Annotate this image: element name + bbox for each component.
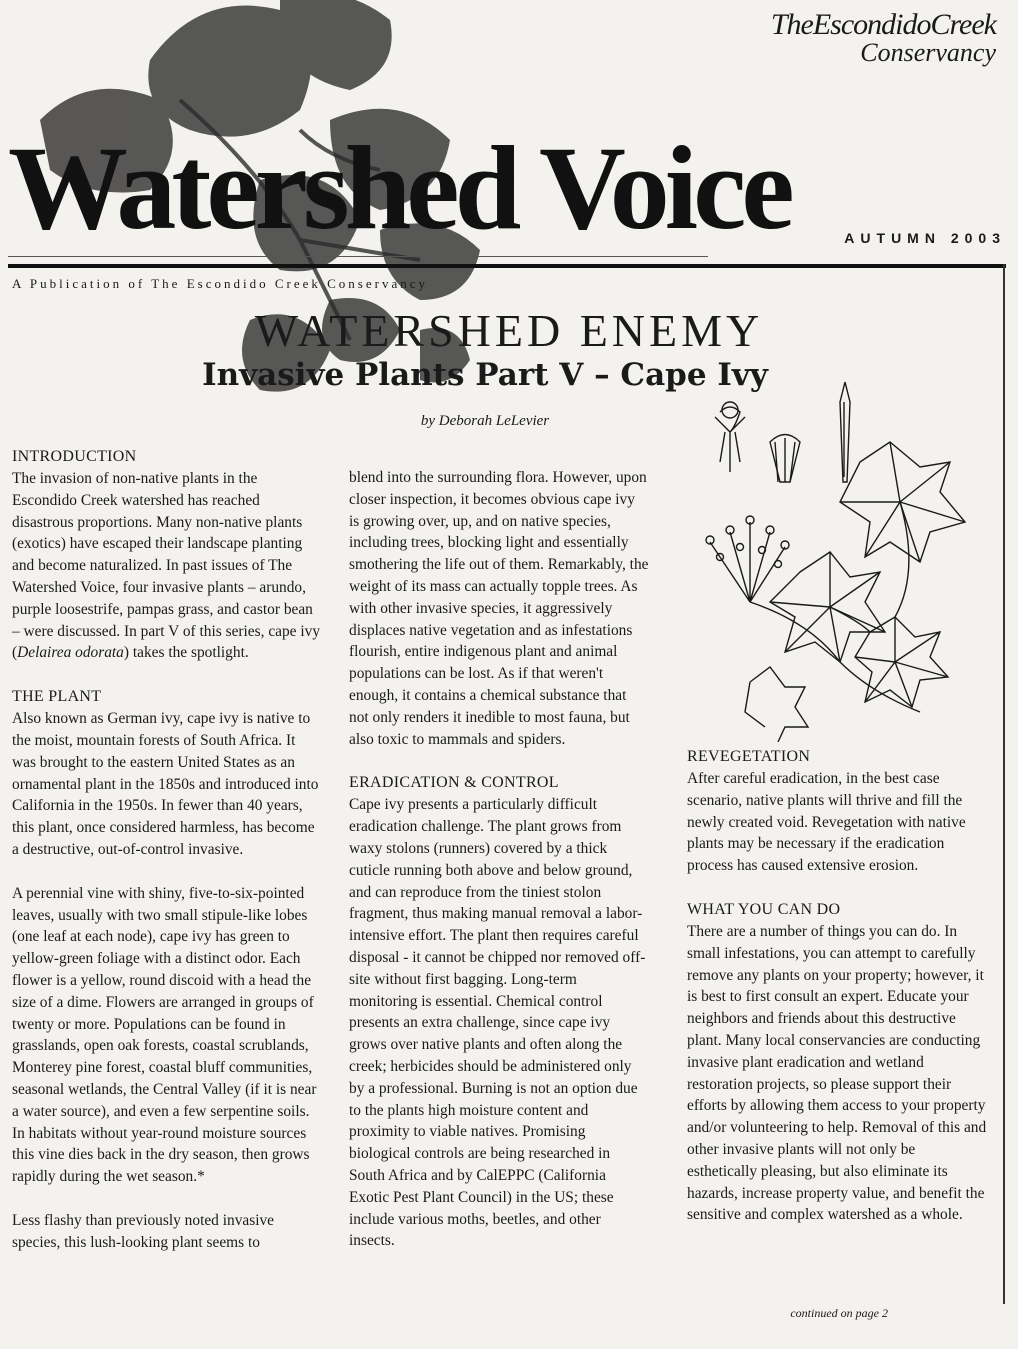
introduction-paragraph [12,468,322,664]
intro-text: The invasion of non-native plants in the Escondido Creek watershed has reached disastrous proportions. Many non-native plants (exotics) have escaped their landscape planting and become naturalized. In past issues of The Watershed Voice, four invasive plants – arundo, purple loosestrife, pampas grass, and castor bean – were discussed. In part V of this series, cape ivy ( [12,470,321,662]
column-3 [687,746,987,1248]
conservancy-logo [771,10,996,66]
plant-paragraph-3: Less flashy than previously noted invasive species, this lush-looking plant seems to [12,1211,275,1251]
logo-line-2: Conservancy [860,38,996,67]
section-heading-what-you-can-do: WHAT YOU CAN DO [687,900,841,918]
section-heading-eradication: ERADICATION & CONTROL [349,774,559,792]
divider-vertical [1003,264,1005,1304]
masthead-title: Watershed Voice [8,121,790,254]
plant-paragraph-4: blend into the surrounding flora. However, upon closer inspection, it becomes obvious cape ivy is growing over, up, and on native species, including trees, blocking light and essentially smothering the life out of them. Remarkably, the weight of its mass can actually topple trees. As with other invasive species, it aggressively displaces native vegetation and as infestations flourish, entire indigenous plant and animal populations can be lost. As if that weren't enough, it contains a chemical substance that not only renders it inedible to most fauna, but also toxic to mammals and spiders. [349,469,649,748]
section-heading-introduction: INTRODUCTION [12,448,137,465]
plant-paragraph-2: A perennial vine with shiny, five-to-six-pointed leaves, usually with two small stipule-like lobes (one leaf at each node), cape ivy has green to yellow-green foliage with a distinct odor. Each flower is a yellow, round discoid with a head the size of a dime. Flowers are arranged in groups of twenty or more. Populations can be found in grasslands, open oak forests, coastal scrublands, Monterey pine forest, coastal bluff communities, seasonal wetlands, the Central Valley (if it is near a water source), and even a few serpentine soils. In habitats without year-round moisture sources this vine dies back in the dry season, then grows rapidly during the wet season.* [12,884,317,1186]
eradication-paragraph: Cape ivy presents a particularly difficult eradication challenge. The plant grows from waxy stolons (runners) covered by a thick cuticle running both above and below ground, and can reproduce from the tiniest stolon fragment, thus making manual removal a labor-intensive effort. The plant then requires careful disposal - it cannot be chipped nor removed off-site without first bagging. Long-term monitoring is essential. Chemical control presents an extra challenge, since cape ivy grows over native plants and often along the creek; herbicides should be administered only by a professional. Burning is not an option due to the plants high moisture content and proximity to viable natives. Promising biological controls are being researched in South Africa and by CalEPPC (California Exotic Pest Plant Council) in the US; these include various moths, beetles, and other insects. [349,796,646,1250]
continued-note: continued on page 2 [790,1306,888,1320]
revegetation-paragraph: After careful eradication, in the best case scenario, native plants will thrive and fill the newly created void. Revegetation with native plants may be necessary if the eradication process has caused extensive erosion. [687,770,966,875]
species-name: Delairea odorata [17,644,124,662]
column-1 [12,446,322,1276]
section-heading-revegetation: REVEGETATION [687,748,811,765]
what-you-can-do-paragraph: There are a number of things you can do. In small infestations, you can attempt to carefully remove any plants on your property; however, it is best to first consult an expert. Educate your neighbors and friends about this destructive plant. Many local conservancies are conducting invasive plant eradication and wetland restoration projects, so please support their efforts by allowing them access to your property and/or volunteering to help. Removal of this and other invasive plants will not only be esthetically pleasing, but also eliminate its hazards, increase property value, and benefit the sensitive and complex watershed as a whole. [687,922,987,1224]
logo-line-1: TheEscondidoCreek [770,8,996,41]
section-heading-plant: THE PLANT [12,688,102,706]
divider-thick [8,264,1006,268]
column-2 [349,467,649,1274]
publication-line: A Publication of The Escondido Creek Conservancy [12,276,428,291]
divider-thin [8,256,708,257]
intro-text-end: ) takes the spotlight. [123,644,249,662]
article-byline: by Deborah LeLevier [420,413,550,429]
article-headline: WATERSHED ENEMY [254,305,764,356]
plant-paragraph-1: Also known as German ivy, cape ivy is native to the moist, mountain forests of South Africa. It was brought to the eastern United States as an ornamental plant in the 1850s and introduced into California in the 1950s. In fewer than 40 years, this plant, once considered harmless, has become a destructive, out-of-control invasive. [12,710,319,858]
issue-season: AUTUMN 2003 [844,230,1006,246]
article-subhead: Invasive Plants Part V – Cape Ivy [202,357,768,393]
cape-ivy-illustration [690,372,980,742]
